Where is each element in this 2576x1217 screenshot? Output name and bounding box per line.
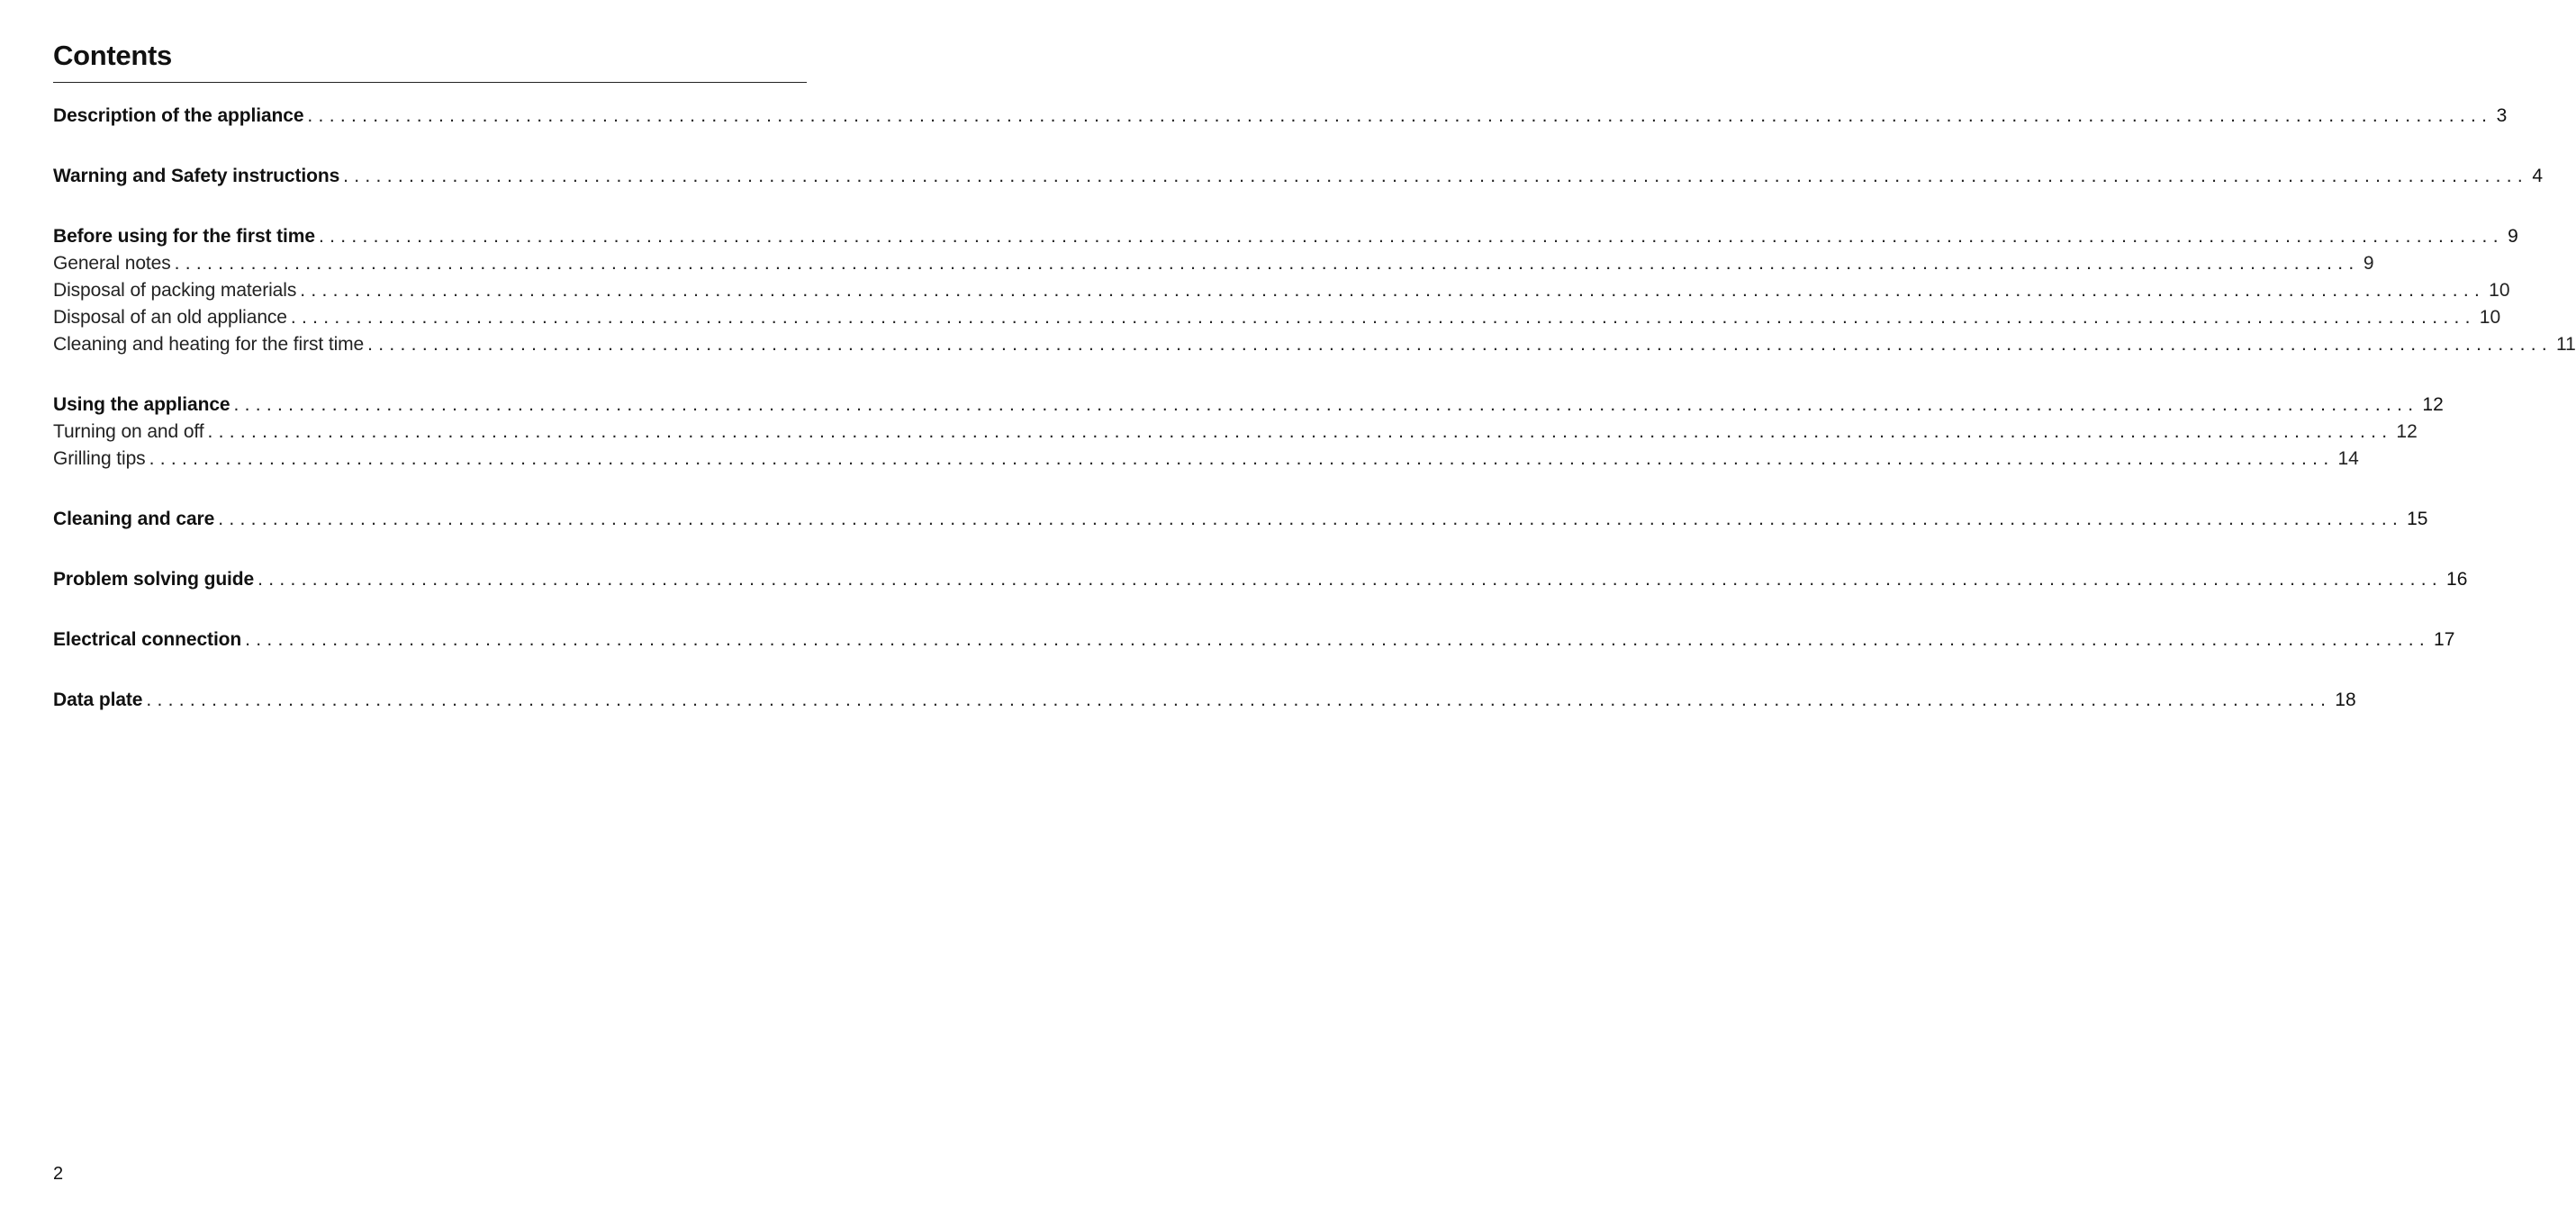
toc-entry-page: 12 <box>2422 394 2444 415</box>
toc-entry-main[interactable] <box>53 223 2518 250</box>
toc-entry-main[interactable] <box>53 163 2544 190</box>
toc-entry-page: 10 <box>2479 307 2501 328</box>
dot-leader: ........................................................................................................................................................................................................ <box>174 253 2360 274</box>
toc-entry-label: Warning and Safety instructions <box>53 166 340 186</box>
toc-entry-page: 4 <box>2532 166 2544 186</box>
toc-entry-main[interactable] <box>53 627 2455 654</box>
dot-leader: ........................................................................................................................................................................................................ <box>367 334 2553 355</box>
toc-section <box>53 392 2444 473</box>
toc-entry-sub[interactable] <box>53 331 2576 358</box>
toc-entry-page: 18 <box>2335 690 2356 710</box>
dot-leader: ........................................................................................................................................................................................................ <box>300 280 2486 301</box>
toc-entry-label: Turning on and off <box>53 421 204 442</box>
toc-section <box>53 506 2428 533</box>
toc-entry-label: Disposal of an old appliance <box>53 307 287 328</box>
dot-leader: ........................................................................................................................................................................................................ <box>307 105 2493 126</box>
dot-leader: ........................................................................................................................................................................................................ <box>207 421 2393 442</box>
toc-entry-page: 9 <box>2363 253 2374 274</box>
toc-entry-page: 17 <box>2434 629 2455 650</box>
title-divider <box>53 82 807 83</box>
toc-entry-main[interactable] <box>53 392 2444 419</box>
dot-leader: ........................................................................................................................................................................................................ <box>318 226 2504 247</box>
toc-entry-main[interactable] <box>53 103 2508 130</box>
toc-entry-page: 16 <box>2446 569 2468 590</box>
toc-entry-label: Problem solving guide <box>53 569 255 590</box>
toc-entry-page: 10 <box>2489 280 2510 301</box>
toc-entry-label: Description of the appliance <box>53 105 304 126</box>
dot-leader: ........................................................................................................................................................................................................ <box>258 569 2444 590</box>
toc-section <box>53 103 2508 130</box>
toc-entry-sub[interactable] <box>53 304 2501 331</box>
toc-section <box>53 163 2544 190</box>
toc-entry-page: 9 <box>2508 226 2518 247</box>
page-number: 2 <box>53 1164 64 1184</box>
toc-section <box>53 566 2468 593</box>
dot-leader: ........................................................................................................................................................................................................ <box>343 166 2529 186</box>
toc-entry-sub[interactable] <box>53 446 2359 473</box>
page-title: Contents <box>53 40 172 71</box>
toc-entry-label: Before using for the first time <box>53 226 315 247</box>
dot-leader: ........................................................................................................................................................................................................ <box>245 629 2431 650</box>
toc-entry-main[interactable] <box>53 687 2356 714</box>
toc-entry-label: Electrical connection <box>53 629 242 650</box>
dot-leader: ........................................................................................................................................................................................................ <box>149 448 2335 469</box>
toc-entry-label: General notes <box>53 253 171 274</box>
toc-entry-sub[interactable] <box>53 277 2510 304</box>
toc-section <box>53 687 2356 714</box>
dot-leader: ........................................................................................................................................................................................................ <box>146 690 2332 710</box>
toc-entry-sub[interactable] <box>53 419 2418 446</box>
toc-entry-label: Cleaning and heating for the first time <box>53 334 365 355</box>
toc-entry-page: 14 <box>2337 448 2359 469</box>
toc-entry-label: Using the appliance <box>53 394 230 415</box>
dot-leader: ........................................................................................................................................................................................................ <box>218 509 2404 529</box>
toc-entry-page: 15 <box>2407 509 2428 529</box>
table-of-contents <box>53 103 2576 747</box>
toc-entry-main[interactable] <box>53 566 2468 593</box>
toc-section <box>53 627 2455 654</box>
toc-section <box>53 223 2576 358</box>
dot-leader: ........................................................................................................................................................................................................ <box>290 307 2476 328</box>
toc-entry-page: 11 <box>2556 334 2576 355</box>
dot-leader: ........................................................................................................................................................................................................ <box>233 394 2419 415</box>
toc-entry-label: Disposal of packing materials <box>53 280 297 301</box>
toc-entry-label: Data plate <box>53 690 143 710</box>
toc-entry-label: Cleaning and care <box>53 509 215 529</box>
toc-entry-page: 3 <box>2496 105 2508 126</box>
toc-entry-page: 12 <box>2396 421 2418 442</box>
toc-entry-label: Grilling tips <box>53 448 146 469</box>
toc-entry-main[interactable] <box>53 506 2428 533</box>
toc-entry-sub[interactable] <box>53 250 2374 277</box>
